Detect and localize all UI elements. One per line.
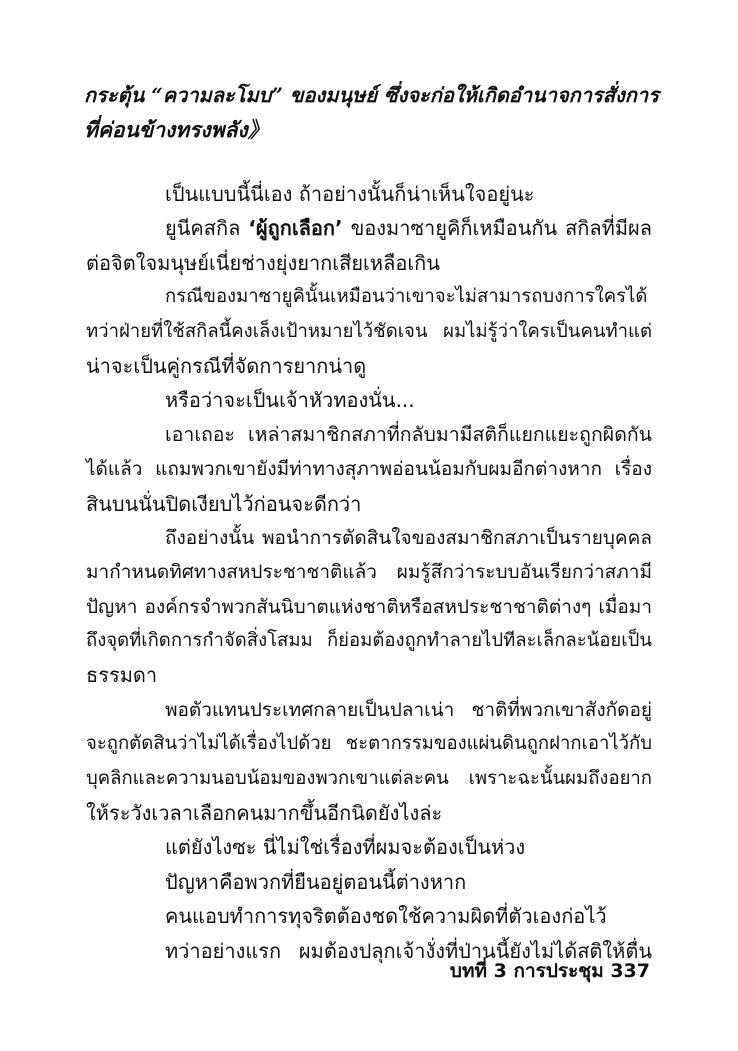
paragraph-line: แต่ยังไงซะ นี่ไม่ใช่เรื่องที่ผมจะต้องเป็นห่วง (165, 835, 526, 860)
paragraph-line: เป็นแบบนี้นี่เอง ถ้าอย่างนั้นก็น่าเห็นใจอยู่นะ (165, 182, 535, 206)
paragraph-line: พอตัวแทนประเทศกลายเป็นปลาเน่า ชาติที่พวกเขาสังกัดอยู่ (165, 698, 652, 721)
paragraph-line: คนแอบทำการทุจริตต้องชดใช้ความผิดที่ตัวเองก่อไว้ (165, 904, 607, 929)
text-run: ของมาซายูคิก็เหมือนกัน สกิลที่มีผล (342, 216, 653, 241)
paragraph-line (86, 211, 652, 245)
paragraph-line: ต่อจิตใจมนุษย์เนี่ยช่างยุ่งยากเสียเหลือเกิน (86, 250, 440, 275)
paragraph-line: ทว่าฝ่ายที่ใช้สกิลนี้คงเล็งเป้าหมายไว้ชัดเจน ผมไม่รู้ว่าใครเป็นคนทำแต่ (86, 320, 652, 342)
paragraph-line: ถึงอย่างนั้น พอนำการตัดสินใจของสมาชิกสภาเป็นรายบุคคล (165, 526, 652, 549)
heading-line-1: กระตุ้น “ความละโมบ” ของมนุษย์ ซึ่งจะก่อให้เกิดอำนาจการสั่งการ (84, 83, 659, 107)
running-footer: บทที่ 3 การประชุม 337 (449, 960, 650, 982)
paragraph-line: จะถูกตัดสินว่าไม่ได้เรื่องไปด้วย ชะตากรรมของแผ่นดินถูกฝากเอาไว้กับ (86, 733, 652, 755)
skill-name-emphasis: ‘ผู้ถูกเลือก’ (248, 216, 343, 241)
paragraph-line: น่าจะเป็นคู่กรณีที่จัดการยากน่าดู (86, 353, 367, 378)
paragraph-line: กรณีของมาซายูคินั้นเหมือนว่าเขาจะไม่สามารถบงการใครได้ (165, 286, 648, 308)
paragraph-line: หรือว่าจะเป็นเจ้าหัวทองนั่น... (165, 388, 415, 413)
paragraph-line: ทว่าอย่างแรก ผมต้องปลุกเจ้างั่งที่ป่านนี้ยังไม่ได้สติให้ตื่น (165, 938, 652, 963)
section-heading (84, 78, 659, 147)
paragraph-line: ถึงจุดที่เกิดการกำจัดสิ่งโสมม ก็ย่อมต้องถูกทำลายไปทีละเล็กละน้อยเป็น (86, 630, 652, 652)
paragraph-line: บุคลิกและความนอบน้อมของพวกเขาแต่ละคน เพราะฉะนั้นผมถึงอยาก (86, 767, 652, 789)
paragraph-line: ได้แล้ว แถมพวกเขายังมีท่าทางสุภาพอ่อนน้อมกับผมอีกต่างหาก เรื่อง (86, 458, 652, 481)
paragraph-line: เอาเถอะ เหล่าสมาชิกสภาที่กลับมามีสติก็แยกแยะถูกผิดกัน (165, 422, 652, 446)
paragraph-line: ให้ระวังเวลาเลือกคนมากขึ้นอีกนิดยังไงล่ะ (86, 801, 443, 826)
paragraph-line: มากำหนดทิศทางสหประชาชาติแล้ว ผมรู้สึกว่าระบบอันเรียกว่าสภามี (86, 561, 652, 584)
paragraph-line: สินบนนั่นปิดเงียบไว้ก่อนจะดีกว่า (86, 491, 362, 516)
paragraph-line: ปัญหาคือพวกที่ยืนอยู่ตอนนี้ต่างหาก (165, 869, 467, 894)
text-run: ยูนีคสกิล (165, 216, 249, 241)
paragraph-line: ธรรมดา (86, 663, 158, 688)
heading-line-2: ที่ค่อนข้างทรงพลัง》 (84, 117, 269, 143)
paragraph-line: ปัญหา องค์กรจำพวกสันนิบาตแห่งชาติหรือสหประชาชาติต่างๆ เมื่อมา (86, 595, 652, 618)
body-text (86, 177, 652, 968)
